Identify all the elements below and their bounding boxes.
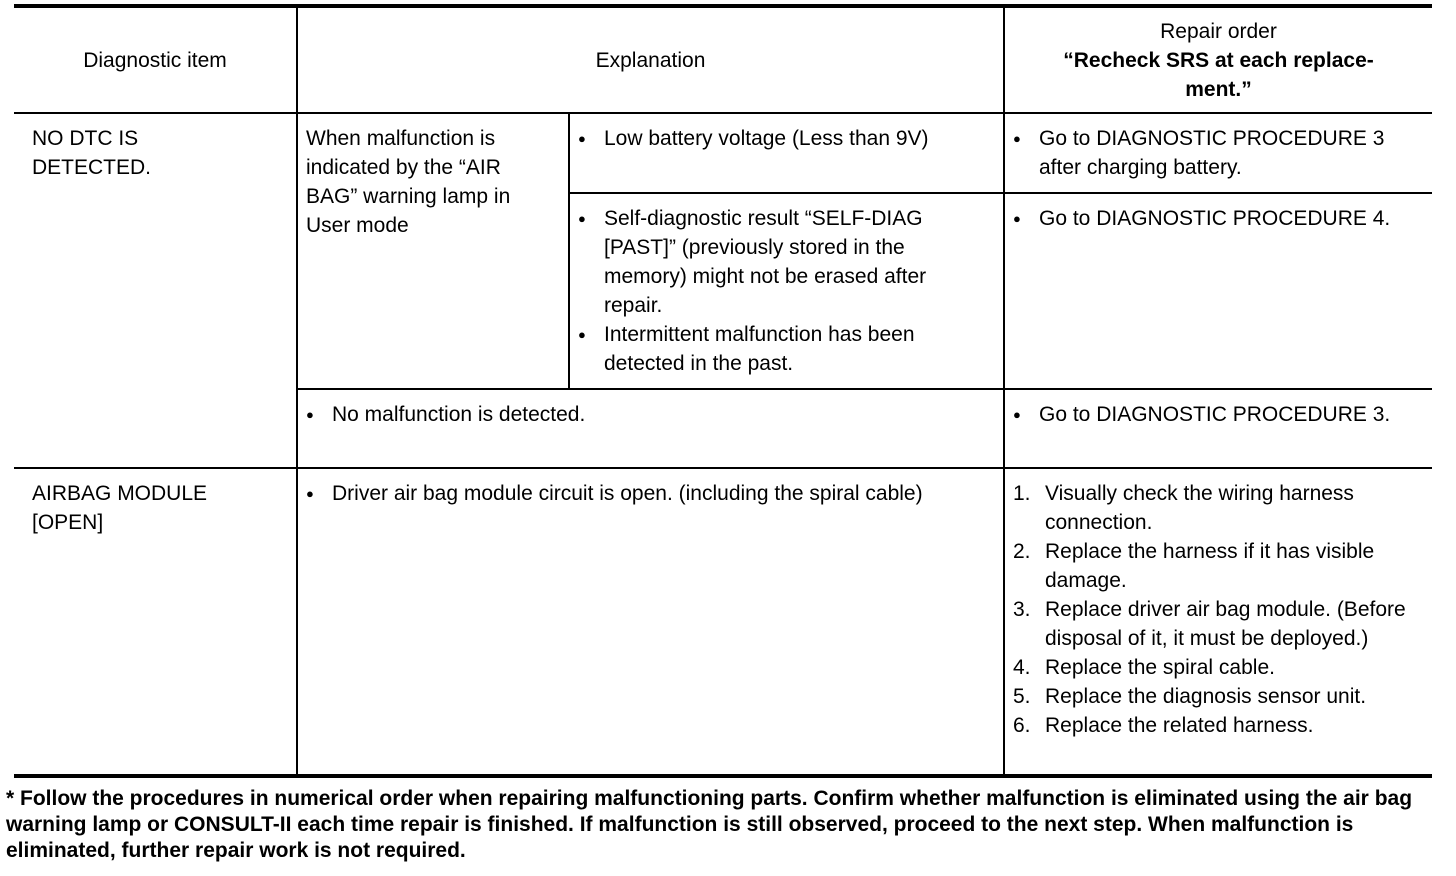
explanation-airbag [297, 468, 1004, 776]
repair-step [1009, 479, 1418, 537]
header-explanation: Explanation [297, 6, 1004, 113]
item-airbag-module: AIRBAG MODULE [OPEN] [14, 468, 297, 776]
repair-list [1009, 204, 1418, 233]
repair-step [1009, 595, 1418, 653]
explanation-list [574, 124, 989, 153]
repair-case-1 [1004, 113, 1432, 193]
step-number: 5. [1013, 685, 1031, 708]
repair-case-2 [1004, 193, 1432, 389]
repair-list [1009, 124, 1418, 182]
condition-user-mode: When malfunction is indicated by the “AIR BAG” warning lamp in User mode [297, 113, 569, 389]
step-number: 1. [1013, 482, 1031, 505]
repair-order-title: Repair order [1160, 19, 1277, 43]
diagnostic-table [14, 4, 1432, 778]
step-text: Replace the diagnosis sensor unit. [1045, 685, 1367, 708]
step-text: Visually check the wiring harness connection. [1045, 482, 1354, 534]
repair-step [1009, 711, 1418, 740]
header-repair-order [1004, 6, 1432, 113]
step-text: Replace driver air bag module. (Before disposal of it, it must be deployed.) [1045, 598, 1406, 650]
repair-step [1009, 682, 1418, 711]
bullet-item: ● Go to DIAGNOSTIC PROCEDURE 4. [1009, 204, 1418, 233]
explanation-case-2 [569, 193, 1004, 389]
item-no-dtc: NO DTC IS DETECTED. [14, 113, 297, 468]
table-row-airbag [14, 468, 1432, 776]
step-number: 6. [1013, 714, 1031, 737]
bullet-item: ● Go to DIAGNOSTIC PROCEDURE 3. [1009, 400, 1418, 429]
repair-order-note: “Recheck SRS at each replace-ment.” [1063, 48, 1374, 101]
step-text: Replace the harness if it has visible damage. [1045, 540, 1375, 592]
repair-steps-list [1009, 479, 1418, 740]
step-number: 4. [1013, 656, 1031, 679]
repair-list [1009, 400, 1418, 429]
explanation-case-3 [297, 389, 1004, 468]
explanation-list [302, 479, 943, 508]
bullet-item: ● Driver air bag module circuit is open. (including the spiral cable) [302, 479, 943, 508]
bullet-item: ● Intermittent malfunction has been detected in the past. [574, 320, 989, 378]
explanation-list [574, 204, 989, 378]
repair-step [1009, 653, 1418, 682]
table-header-row [14, 6, 1432, 113]
step-text: Replace the related harness. [1045, 714, 1314, 737]
repair-case-3 [1004, 389, 1432, 468]
explanation-list [302, 400, 989, 429]
explanation-case-1 [569, 113, 1004, 193]
header-diagnostic-item: Diagnostic item [14, 6, 297, 113]
step-number: 3. [1013, 598, 1031, 621]
repair-airbag [1004, 468, 1432, 776]
table-row-no-dtc-1 [14, 113, 1432, 193]
bullet-item: ● Low battery voltage (Less than 9V) [574, 124, 989, 153]
repair-step [1009, 537, 1418, 595]
bullet-item: ● Go to DIAGNOSTIC PROCEDURE 3 after charging battery. [1009, 124, 1418, 182]
footnote: * Follow the procedures in numerical order when repairing malfunctioning parts. Confirm whether malfunction is eliminated using the air bag warning lamp or CONSULT-II each time repair is finished. If malfunction is still observed, proceed to the next step. When malfunction is eliminated, further repair work is not required. [6, 787, 1413, 862]
bullet-item: ● No malfunction is detected. [302, 400, 989, 429]
step-text: Replace the spiral cable. [1045, 656, 1275, 679]
step-number: 2. [1013, 540, 1031, 563]
bullet-item: ● Self-diagnostic result “SELF-DIAG [PAST]” (previously stored in the memory) might not be erased after repair. [574, 204, 989, 320]
